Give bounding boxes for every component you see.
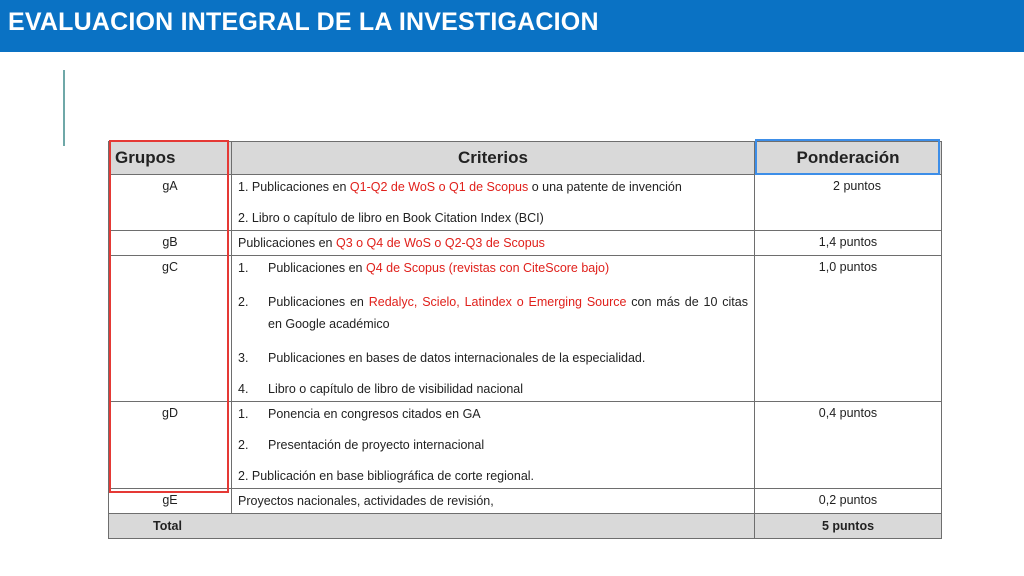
criteria-line: Publicaciones en Q3 o Q4 de WoS o Q2-Q3 de Scopus xyxy=(238,236,545,250)
list-item: 2. Publicaciones en Redalyc, Scielo, Latindex o Emerging Source con más de 10 citas en Google académico xyxy=(238,295,748,331)
table-row xyxy=(109,175,942,231)
criteria-cell xyxy=(232,256,755,402)
header-criteria: Criterios xyxy=(232,142,755,175)
group-cell: gE xyxy=(109,489,232,514)
page-title: EVALUACION INTEGRAL DE LA INVESTIGACION xyxy=(8,8,599,36)
criteria-cell xyxy=(232,231,755,256)
header-weight: Ponderación xyxy=(755,142,942,175)
criteria-cell xyxy=(232,175,755,231)
total-label: Total xyxy=(109,514,755,539)
highlight-text: Q1-Q2 de WoS o Q1 de Scopus xyxy=(349,180,529,194)
list-item: 1. Publicaciones en Q4 de Scopus (revistas con CiteScore bajo) xyxy=(238,261,610,275)
table-row xyxy=(109,402,942,489)
list-item: 3. Publicaciones en bases de datos internacionales de la especialidad. xyxy=(238,351,646,365)
highlight-text: Q4 de Scopus (revistas con CiteScore bajo) xyxy=(365,261,610,275)
criteria-line: 2. Libro o capítulo de libro en Book Citation Index (BCI) xyxy=(238,211,544,225)
criteria-line: 2. Publicación en base bibliográfica de corte regional. xyxy=(238,469,535,483)
list-item: 1. Ponencia en congresos citados en GA xyxy=(238,407,481,421)
group-cell: gC xyxy=(109,256,232,402)
highlight-text: Redalyc, Scielo, Latindex o Emerging Source xyxy=(368,295,627,309)
title-bar xyxy=(0,0,1024,52)
criteria-cell xyxy=(232,489,755,514)
table-header-row xyxy=(109,142,942,175)
group-cell: gD xyxy=(109,402,232,489)
criteria-cell xyxy=(232,402,755,489)
table-row xyxy=(109,231,942,256)
weight-cell: 1,0 puntos xyxy=(755,256,942,402)
table-row xyxy=(109,489,942,514)
table-row xyxy=(109,256,942,402)
group-cell: gA xyxy=(109,175,232,231)
weight-cell: 1,4 puntos xyxy=(755,231,942,256)
highlight-text: Q3 o Q4 de WoS o Q2-Q3 de Scopus xyxy=(335,236,545,250)
total-row xyxy=(109,514,942,539)
criteria-list xyxy=(238,260,748,397)
header-groups: Grupos xyxy=(109,142,232,175)
criteria-line: 1. Publicaciones en Q1-Q2 de WoS o Q1 de Scopus o una patente de invención xyxy=(238,180,682,194)
weight-cell: 0,2 puntos xyxy=(755,489,942,514)
criteria-line: Proyectos nacionales, actividades de revisión, xyxy=(238,494,494,508)
criteria-table xyxy=(108,141,942,539)
list-item: 2. Presentación de proyecto internacional xyxy=(238,438,485,452)
total-value: 5 puntos xyxy=(755,514,942,539)
criteria-list xyxy=(238,406,748,453)
weight-cell: 2 puntos xyxy=(755,175,942,231)
group-cell: gB xyxy=(109,231,232,256)
list-item: 4. Libro o capítulo de libro de visibilidad nacional xyxy=(238,382,524,396)
weight-cell: 0,4 puntos xyxy=(755,402,942,489)
accent-divider xyxy=(63,70,65,146)
